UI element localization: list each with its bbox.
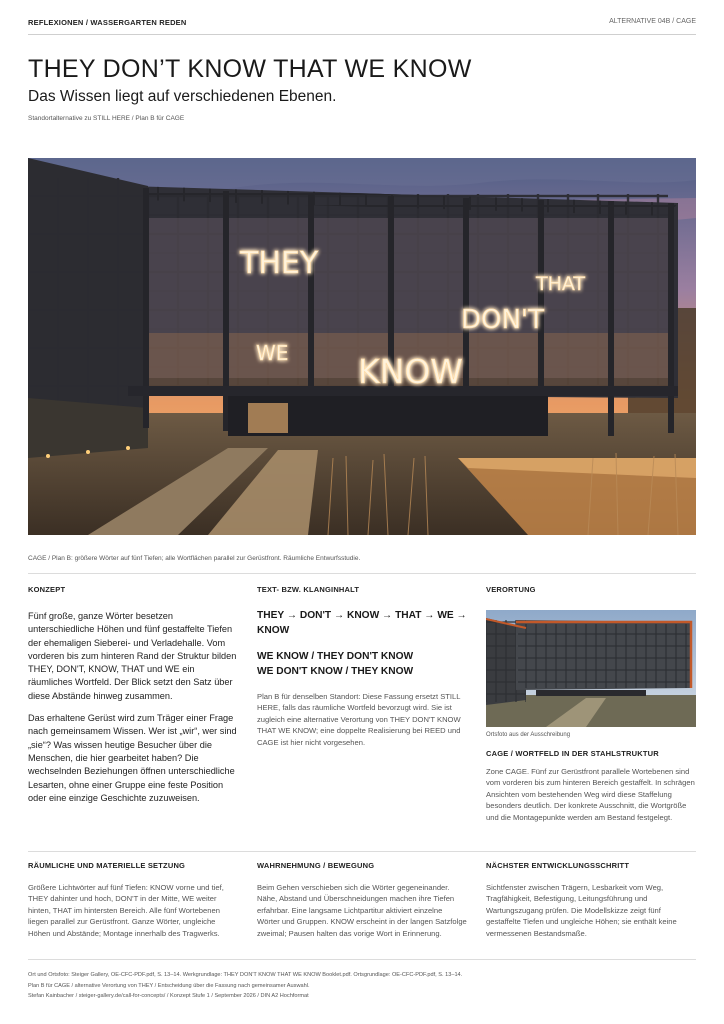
hero-image bbox=[28, 158, 696, 535]
text-pair-2: WE DON'T KNOW / THEY KNOW bbox=[257, 665, 414, 677]
site-photo-render bbox=[486, 610, 696, 727]
verortung-heading: VERORTUNG bbox=[486, 585, 536, 594]
naechster-body: Sichtfenster zwischen Trägern, Lesbarkeit vom Weg, Tragfähigkeit, Befestigung, Leitungsführung und Wartungszugang prüfen. Die Modellskizze zeigt fünf gestaffelte Tiefen und ungleiche Höhen; sie enthält keine vermessenen Bestandsmaße. bbox=[486, 883, 677, 938]
verortung-subheading: CAGE / WORTFELD IN DER STAHLSTRUKTUR bbox=[486, 749, 659, 758]
setzung-heading: RÄUMLICHE UND MATERIELLE SETZUNG bbox=[28, 861, 186, 870]
wahrnehmung-section bbox=[257, 861, 467, 939]
text-heading: TEXT- BZW. KLANGINHALT bbox=[257, 585, 360, 594]
header-alternative: ALTERNATIVE 04B / CAGE bbox=[609, 18, 696, 25]
page-meta: Standortalternative zu STILL HERE / Plan B für CAGE bbox=[28, 115, 185, 122]
verortung-body: Zone CAGE. Fünf zur Gerüstfront parallele Wortebenen sind vom vorderen bis zum hinteren Bereich gestaffelt. In schrägen Ansichten vom bestehenden Weg wird diese Staffelung besonders deutlich. Der konkrete Ausschnitt, die Wortgröße und die Montagepunkte werden am Bestand festgelegt. bbox=[486, 767, 695, 822]
setzung-body: Größere Lichtwörter auf fünf Tiefen: KNOW vorne und tief, THEY dahinter und hoch, DON'T in der Mitte, WE weiter hinten, THAT im hintersten Bereich. Alle fünf Wortebenen liegen parallel zur Gerüstfront. Ganze Wörter, ungleiche Höhen und Abstände; Montage innerhalb des Tragwerks. bbox=[28, 883, 224, 938]
konzept-section bbox=[28, 585, 238, 805]
hero-render bbox=[28, 158, 696, 535]
footer bbox=[28, 970, 462, 1002]
verortung-section bbox=[486, 585, 696, 823]
konzept-paragraph-2: Das erhaltene Gerüst wird zum Träger einer Frage nach gemeinsamem Wissen. Wer ist „wir“, wer sind „sie“? Was wissen heutige Besucher über die Menschen, die hier gearbeitet haben? Die wechselnden Beziehungen öffnen unterschiedliche Lesarten, ohne einer Gruppe eine feste Position oder eine einzige Geschichte zuzuweisen. bbox=[28, 713, 237, 803]
footer-sources: Ort und Ortsfoto: Steiger Gallery, OE-CFC-PDF.pdf, S. 13–14. Werkgrundlage: THEY DON'T KNOW THAT WE KNOW Booklet.pdf. Ortsgrundlage: OE-CFC-PDF.pdf, S. 13–14. bbox=[28, 972, 463, 978]
site-photo bbox=[486, 610, 696, 727]
konzept-heading: KONZEPT bbox=[28, 585, 66, 594]
site-photo-caption: Ortsfoto aus der Ausschreibung bbox=[486, 732, 571, 738]
hero-word-dont: DON'T bbox=[461, 305, 544, 335]
hero-word-know: KNOW bbox=[358, 352, 463, 391]
hero-word-that: THAT bbox=[536, 273, 586, 295]
header-series: REFLEXIONEN / WASSERGARTEN REDEN bbox=[28, 18, 187, 27]
setzung-section bbox=[28, 861, 238, 939]
wahrnehmung-heading: WAHRNEHMUNG / BEWEGUNG bbox=[257, 861, 375, 870]
text-body: Plan B für denselben Standort: Diese Fassung ersetzt STILL HERE, falls das räumliche Wortfeld bevorzugt wird. Sie ist zugleich eine alternative Verortung von THEY DON'T KNOW THAT WE KNOW; eine doppelte Realisierung bei REED und CAGE ist hier nicht vorgesehen. bbox=[257, 692, 461, 747]
text-section bbox=[257, 585, 467, 748]
wahrnehmung-body: Beim Gehen verschieben sich die Wörter gegeneinander. Nähe, Abstand und Überschneidungen machen ihre Tiefen erfahrbar. Eine langsame Lichtpartitur aktiviert einzelne Wörter und Gruppen. KNOW erscheint in der langen Satzfolge zweimal; Pausen halten das vorige Wort in Erinnerung. bbox=[257, 883, 467, 938]
divider bbox=[28, 573, 696, 574]
divider bbox=[28, 851, 696, 852]
footer-note: Plan B für CAGE / alternative Verortung von THEY / Entscheidung über die Fassung nach gemeinsamer Auswahl. bbox=[28, 982, 310, 989]
hero-caption: CAGE / Plan B: größere Wörter auf fünf Tiefen; alle Wortflächen parallel zur Gerüstfront. Räumliche Entwurfsstudie. bbox=[28, 555, 361, 562]
divider bbox=[28, 959, 696, 960]
konzept-paragraph-1: Fünf große, ganze Wörter besetzen unterschiedliche Höhen und fünf gestaffelte Tiefen der ehemaligen Sieberei- und Verladehalle. Vom vorderen bis zum hinteren Rand der Struktur bilden THEY, DON'T, KNOW, THAT und WE ein räumliches Wortfeld. Der Blick setzt den Satz über diese Abstände hinweg zusammen. bbox=[28, 611, 237, 701]
naechster-heading: NÄCHSTER ENTWICKLUNGSSCHRITT bbox=[486, 861, 630, 870]
text-sequence: THEY → DON'T → KNOW → THAT → WE → KNOW bbox=[257, 610, 467, 636]
top-bar bbox=[28, 18, 696, 35]
hero-word-they: THEY bbox=[240, 246, 319, 281]
naechster-section bbox=[486, 861, 696, 939]
footer-credits: Stefan Kainbacher / steiger-gallery.de/call-for-concepts/ / Konzept Stufe 1 / September 2026 / DIN A2 Hochformat bbox=[28, 993, 309, 999]
page-title: THEY DON’T KNOW THAT WE KNOW bbox=[28, 55, 472, 83]
text-pair-1: WE KNOW / THEY DON'T KNOW bbox=[257, 651, 414, 662]
page-subtitle: Das Wissen liegt auf verschiedenen Ebenen. bbox=[28, 88, 337, 105]
hero-word-we: WE bbox=[256, 341, 289, 365]
